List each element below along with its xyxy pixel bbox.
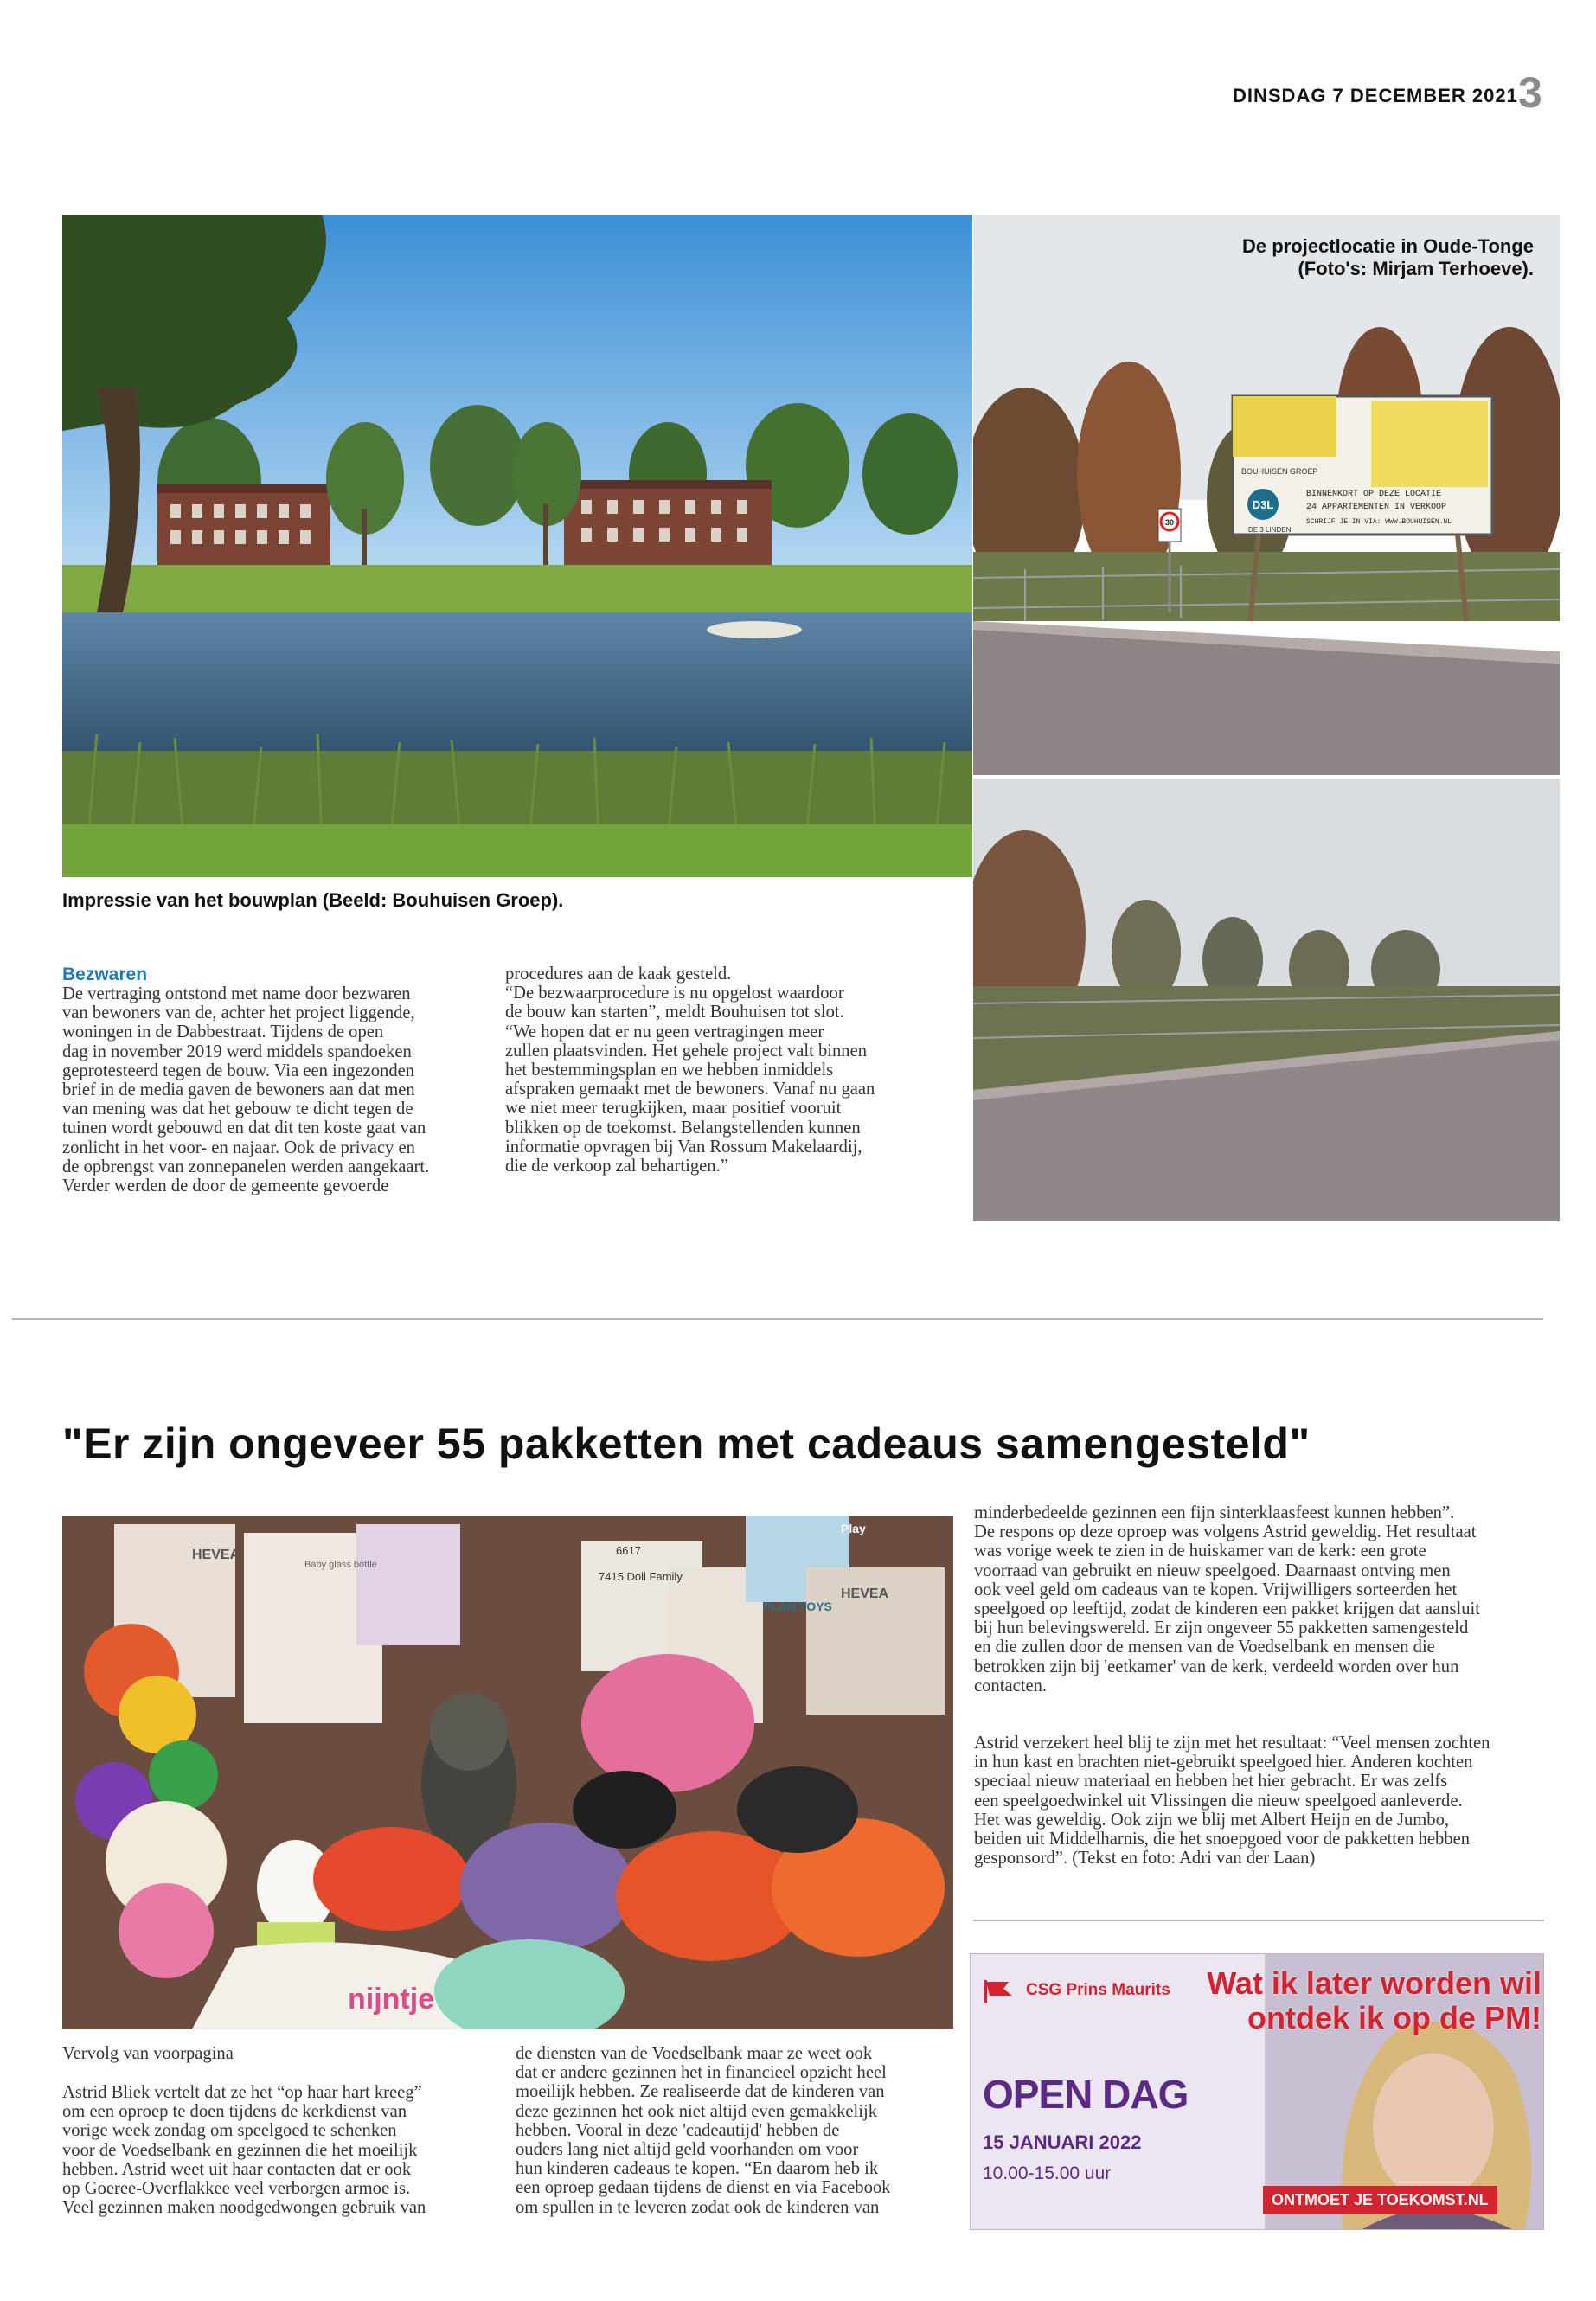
bottom-article-column-2: de diensten van de Voedselbank maar ze weet ook dat er andere gezinnen het in financieel opzicht heel moeilijk hebben. Ze realiseerde dat de kinderen van deze gezinnen het ook niet altijd even gemakkelijk hebben. Vooral in deze 'cadeautijd' hebben de ouders lang niet altijd geld voorhanden om voor hun kinderen cadeaus te kopen. “En daarom heb ik een oproep gedaan tijdens de dienst en via Facebook om spullen in te leveren zodat ook de kinderen van [516, 2044, 891, 2217]
toys-photo [62, 1516, 953, 2029]
impression-photo [62, 215, 972, 877]
box-label-plantoys: PLAN TOYS [763, 1599, 832, 1613]
ad-time: 10.00-15.00 uur [983, 2163, 1112, 2183]
location-caption-line2: (Foto's: Mirjam Terhoeve). [1298, 258, 1534, 279]
billboard-project: DE 3 LINDEN [1248, 526, 1292, 534]
box-brand-2: HEVEA [841, 1586, 889, 1601]
subhead-bezwaren: Bezwaren [62, 965, 148, 984]
empty-lot-illustration [973, 779, 1560, 1221]
top-article-column-2: procedures aan de kaak gesteld. “De bezwaarprocedure is nu opgelost waardoor de bouw kan starten”, meldt Bouhuisen tot slot. “We hopen dat er nu geen vertragingen meer zullen plaatsvinden. Het gehele project valt binnen het bestemmingsplan en we hebben inmiddels afspraken gemaakt met de bewoners. Vanaf nu gaan we niet meer terugkijken, maar positief vooruit blikken op de toekomst. Belangstellenden kunnen informatie opvragen bij Van Rossum Makelaardij, die de verkoop zal behartigen.” [505, 965, 875, 1176]
article-headline: "Er zijn ongeveer 55 pakketten met cadeaus samengesteld" [62, 1420, 1311, 1468]
ad-slogan-line1: Wat ik later worden wil [1207, 1965, 1542, 2001]
location-caption-line1: De projectlocatie in Oude-Tonge [1242, 235, 1534, 257]
ad-slogan [1204, 1966, 1542, 2035]
box-label-play: Play [841, 1522, 866, 1535]
project-location-illustration [973, 215, 1560, 775]
ad-title: OPEN DAG [983, 2072, 1189, 2117]
location-caption [1170, 235, 1534, 280]
right-column-paragraph-1: minderbedeelde gezinnen een fijn sinterklaasfeest kunnen hebben”. De respons op deze oproep was volgens Astrid geweldig. Het resultaat was vorige week te zien in de huiskamer van de kerk: een grote voorraad van gebruikt en nieuw speelgoed. Daarnaast ontving men ook veel geld om cadeaus van te kopen. Vrijwilligers sorteerden het speelgoed op leeftijd, zodat de kinderen een pakket krijgen dat aansluit bij hun belevingswereld. Er zijn ongeveer 55 pakketten samengesteld en die zullen door de mensen van de Voedselbank en mensen die betrokken zijn bij 'eetkamer' van de kerk, verdeeld worden over hun contacten. [974, 1503, 1480, 1695]
billboard-logo: D3L [1252, 498, 1274, 511]
billboard-line3: SCHRIJF JE IN VIA: WWW.BOUHUISEN.NL [1306, 518, 1452, 526]
right-column-paragraph-2: Astrid verzekert heel blij te zijn met het resultaat: “Veel mensen zochten in hun kast en brachten niet-gebruikt speelgoed hier. Anderen kochten speciaal nieuw materiaal en hebben het hier gebracht. Er was zelfs een speelgoedwinkel uit Vlissingen die nieuw speelgoed aanleverde. Het was geweldig. Ook zijn we blij met Albert Heijn en de Jumbo, beiden uit Middelharnis, die het snoepgoed voor de pakketten hebben gesponsord”. (Tekst en foto: Adri van der Laan) [974, 1734, 1490, 1868]
impression-caption: Impressie van het bouwplan (Beeld: Bouhuisen Groep). [62, 889, 564, 911]
school-flag-icon [983, 1978, 1017, 2003]
open-day-advertisement[interactable] [970, 1953, 1544, 2230]
blanket-label-nijntje: nijntje [348, 1983, 435, 2016]
billboard-line2: 24 APPARTEMENTEN IN VERKOOP [1306, 503, 1447, 512]
toys-illustration [62, 1516, 953, 2029]
box-brand-1: HEVEA [192, 1548, 240, 1562]
ad-cta-button[interactable]: ONTMOET JE TOEKOMST.NL [1263, 2186, 1497, 2214]
continued-note: Vervolg van voorpagina [62, 2044, 234, 2063]
box-label-6617: 6617 [616, 1544, 641, 1557]
speed-sign-value: 30 [1164, 518, 1175, 527]
billboard-brand: BOUHUISEN GROEP [1241, 467, 1318, 476]
ad-slogan-line2: ontdek ik op de PM! [1247, 2000, 1542, 2035]
billboard-line1: BINNENKORT OP DEZE LOCATIE [1306, 490, 1442, 499]
bottom-article-column-1: Astrid Bliek vertelt dat ze het “op haar hart kreeg” om een oproep te doen tijdens de kerkdienst van vorige week zondag om speelgoed te schenken voor de Voedselbank en gezinnen die het moeilijk hebben. Astrid weet uit haar contacten dat er ook op Goeree-Overflakkee veel verborgen armoe is. Veel gezinnen maken noodgedwongen gebruik van [62, 2083, 426, 2218]
top-article-column-1: De vertraging ontstond met name door bezwaren van bewoners van de, achter het project liggende, woningen in de Dabbestraat. Tijdens de open dag in november 2019 werd middels spandoeken geprotesteerd tegen de bouw. Via een ingezonden brief in de media gaven de bewoners aan dat men van mening was dat het gebouw te dicht tegen de tuinen wordt gebouwd en dat dit ten koste gaat van zonlicht in het voor- en najaar. Ook de privacy en de opbrengst van zonnepanelen werden aangekaart. Verder werden de door de gemeente gevoerde [62, 984, 430, 1196]
ad-divider [973, 1920, 1544, 1921]
issue-date: DINSDAG 7 DECEMBER 2021 [1233, 85, 1518, 106]
ad-school-name [983, 1978, 1170, 2003]
page-number: 3 [1518, 68, 1542, 117]
ad-school-label: CSG Prins Maurits [1026, 1981, 1170, 1999]
project-location-photo [973, 215, 1560, 775]
impression-illustration [62, 215, 972, 877]
section-divider [12, 1318, 1543, 1320]
box-label-bib: Baby glass bottle [304, 1560, 377, 1570]
ad-date: 15 JANUARI 2022 [983, 2131, 1142, 2153]
empty-lot-photo [973, 779, 1560, 1221]
box-label-7415: 7415 Doll Family [599, 1570, 683, 1583]
